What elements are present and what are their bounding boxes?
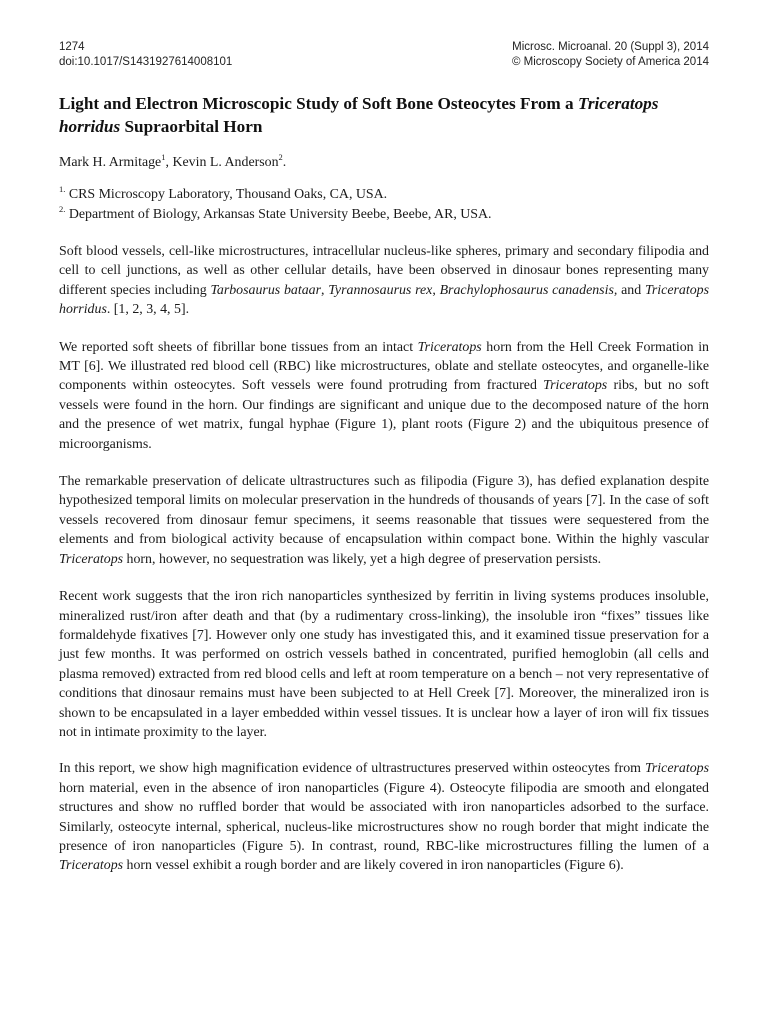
text-run: In this report, we show high magnification evidence of ultrastructures preserved within osteocytes from xyxy=(59,761,645,777)
species-name: Tarbosaurus bataar xyxy=(210,282,321,298)
text-run: and xyxy=(617,282,645,298)
text-run: The remarkable preservation of delicate ultrastructures such as filipodia (Figure 3), has defied explanation despite hypothesized temporal limits on molecular preservation in the hundreds of thousands of years [7]. In the case of soft vessels recovered from dinosaur femur specimens, it seems reasonable that tissues were sequestered from the elements and from biological activity because of encapsulation within compact bone. Within the highly vascular xyxy=(59,474,709,548)
text-run: . [1, 2, 3, 4, 5]. xyxy=(106,302,190,318)
page-number: 1274 xyxy=(59,41,85,53)
species-name: Brachylophosaurus canadensis, xyxy=(439,282,618,298)
text-run: horn vessel exhibit a rough border and are likely covered in iron nanoparticles (Figure 6). xyxy=(123,858,624,874)
journal-citation: Microsc. Microanal. 20 (Suppl 3), 2014 xyxy=(512,41,709,53)
header-left xyxy=(59,40,232,70)
author-list xyxy=(59,154,709,172)
text-run: We reported soft sheets of fibrillar bone tissues from an intact xyxy=(59,339,418,355)
paper-title xyxy=(59,92,709,138)
article-body xyxy=(59,92,709,876)
species-name: Triceratops xyxy=(543,378,608,394)
author-end: . xyxy=(282,155,287,170)
species-name: Triceratops xyxy=(59,551,124,567)
title-text-end: Supraorbital Horn xyxy=(120,117,263,136)
text-run: horn from the Hell Creek Formation in MT [6]. We illustrated red blood cell (RBC) like microstructures, oblate and stellate osteocytes, and organelle-like components within osteocytes. Soft vessels were found protruding from fractured xyxy=(59,339,709,394)
author-2-affil: 2 xyxy=(278,152,283,162)
running-header xyxy=(59,40,709,70)
affiliation-1-text: CRS Microscopy Laboratory, Thousand Oaks, CA, USA. xyxy=(65,187,388,202)
affiliation-2 xyxy=(59,205,709,225)
affiliation-2-text: Department of Biology, Arkansas State University Beebe, Beebe, AR, USA. xyxy=(65,206,492,222)
text-run: , xyxy=(432,282,440,298)
affiliation-2-num: 2. xyxy=(59,203,66,214)
paragraph-4 xyxy=(59,587,709,742)
affiliations xyxy=(59,185,709,224)
copyright: © Microscopy Society of America 2014 xyxy=(511,56,709,68)
species-name: Triceratops horridus xyxy=(59,282,709,318)
text-run: Soft blood vessels, cell-like microstructures, intracellular nucleus-like spheres, primary and secondary filipodia and cell to cell junctions, as well as other cellular details, have been observed in dinosaur bones representing many different species including xyxy=(59,244,709,298)
paragraph-3 xyxy=(59,472,709,569)
paragraph-2 xyxy=(59,338,709,454)
text-run: , xyxy=(321,282,329,298)
author-1-affil: 1 xyxy=(161,152,166,162)
affiliation-1 xyxy=(59,185,709,205)
affiliation-1-num: 1. xyxy=(59,184,66,194)
text-run: horn material, even in the absence of iron nanoparticles (Figure 4). Osteocyte filipodia are smooth and elongated structures and show no ruffled border that would be associated with iron nanoparticles adsorbed to the surface. Similarly, osteocyte internal, spherical, nucleus-like microstructures show no rough border that might indicate the presence of iron nanoparticles (Figure 5). In contrast, round, RBC-like microstructures filling the lumen of a xyxy=(59,780,709,854)
species-name: Tyrannosaurus rex xyxy=(328,282,433,298)
species-name: Triceratops xyxy=(644,761,709,777)
paragraph-1 xyxy=(59,242,709,320)
title-text: Light and Electron Microscopic Study of Soft Bone Osteocytes From a xyxy=(59,94,578,113)
author-2: Kevin L. Anderson xyxy=(172,155,279,170)
author-separator: , xyxy=(165,155,173,170)
author-1: Mark H. Armitage xyxy=(59,155,162,170)
paragraph-5 xyxy=(59,759,709,875)
text-run: Recent work suggests that the iron rich nanoparticles synthesized by ferritin in living systems produces insoluble, mineralized rust/iron after death and that (by a rudimentary cross-linking), the insoluble iron “fixes” tissues like formaldehyde fixatives [7]. However only one study has investigated this, and it examined tissue preservation for a just few months. It was performed on ostrich vessels bathed in concentrated, purified hemoglobin (all cells and plasma removed) extracted from red blood cells and left at room temperature on a bench – not very representative of conditions that dinosaur remains must have been subjected to at Hell Creek [7]. Moreover, the mineralized iron is shown to be encapsulated in a layer embedded within vessel tissues. It is unclear how a layer of iron will fix tissues not in intimate proximity to the layer. xyxy=(59,589,709,740)
header-right xyxy=(512,40,709,70)
species-name: Triceratops xyxy=(417,339,482,355)
text-run: ribs, but no soft vessels were found in the horn. Our findings are significant and unique due to the decomposed nature of the horn and the presence of wet matrix, fungal hyphae (Figure 1), plant roots (Figure 2) and the ubiquitous presence of microorganisms. xyxy=(59,378,709,452)
species-name: Triceratops xyxy=(59,858,124,874)
text-run: horn, however, no sequestration was likely, yet a high degree of preservation persists. xyxy=(123,551,602,567)
title-species: Triceratops horridus xyxy=(59,94,659,136)
doi: doi:10.1017/S1431927614008101 xyxy=(59,56,233,68)
